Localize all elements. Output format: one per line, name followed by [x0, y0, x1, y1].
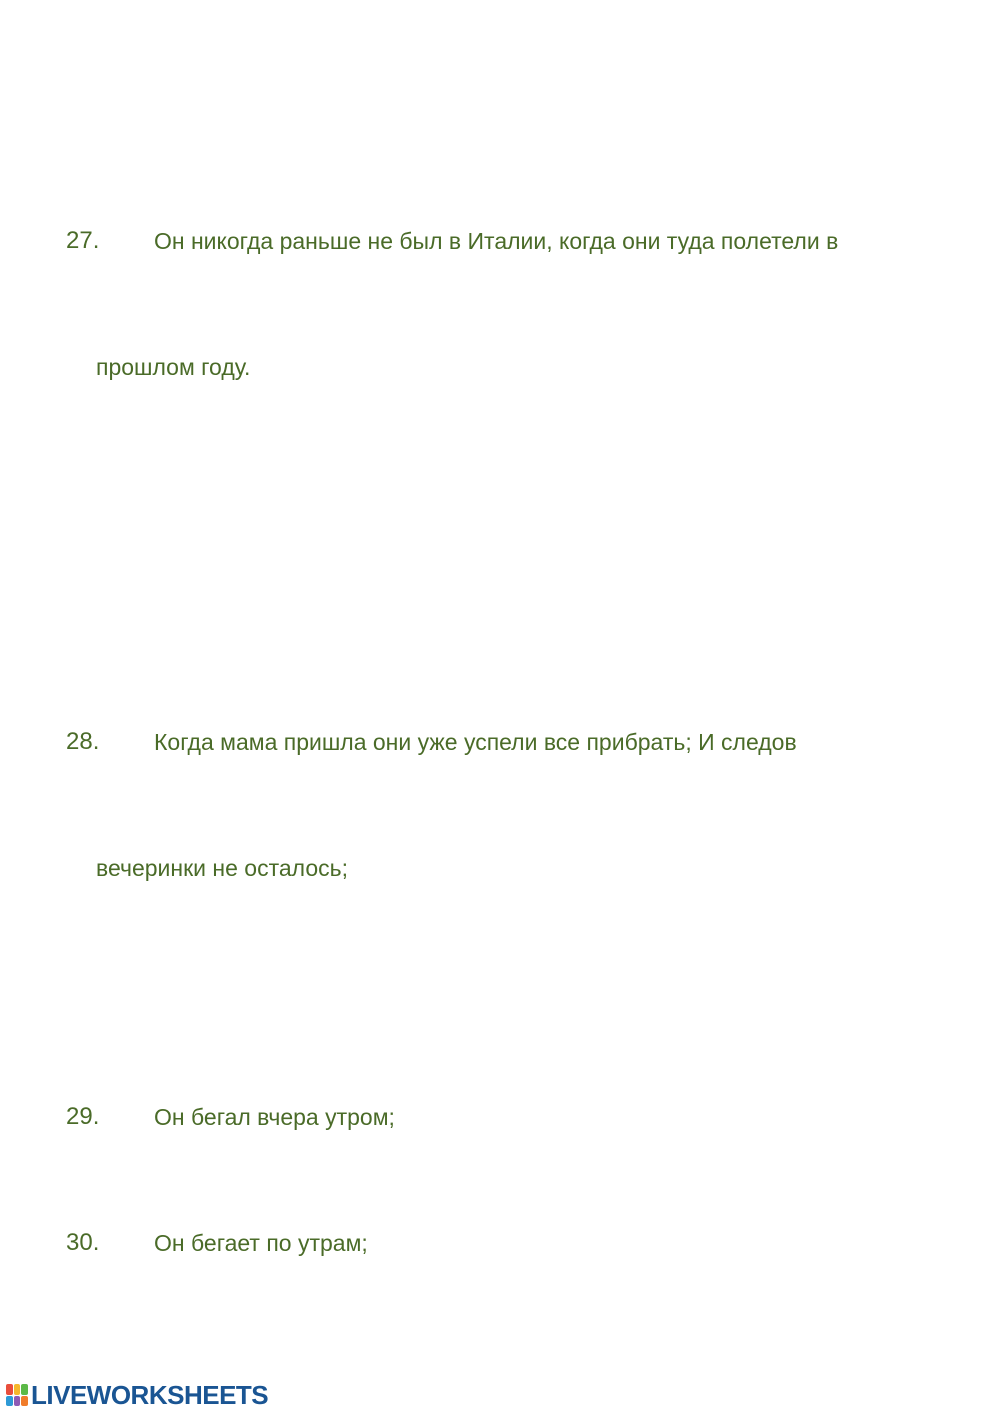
item-text-28-line2: вечеринки не осталось; — [96, 855, 348, 881]
item-number-28: 28. — [66, 728, 100, 755]
item-number-27: 27. — [66, 227, 100, 254]
logo-square — [21, 1396, 28, 1407]
item-number-29: 29. — [66, 1103, 100, 1130]
item-text-30-line1: Он бегает по утрам; — [154, 1230, 368, 1256]
logo-square — [6, 1396, 13, 1407]
logo-square — [21, 1384, 28, 1395]
logo-square — [14, 1396, 21, 1407]
item-number-30: 30. — [66, 1229, 100, 1256]
item-text-27-line2: прошлом году. — [96, 354, 251, 380]
item-text-29-line1: Он бегал вчера утром; — [154, 1104, 395, 1130]
logo-square — [6, 1384, 13, 1395]
liveworksheets-logo-icon — [6, 1384, 28, 1406]
logo-square — [14, 1384, 21, 1395]
liveworksheets-logo — [6, 1380, 268, 1410]
item-text-28-line1: Когда мама пришла они уже успели все прибрать; И следов — [154, 729, 797, 755]
liveworksheets-brand-text: LIVEWORKSHEETS — [31, 1380, 269, 1410]
item-text-27-line1: Он никогда раньше не был в Италии, когда они туда полетели в — [154, 228, 839, 254]
